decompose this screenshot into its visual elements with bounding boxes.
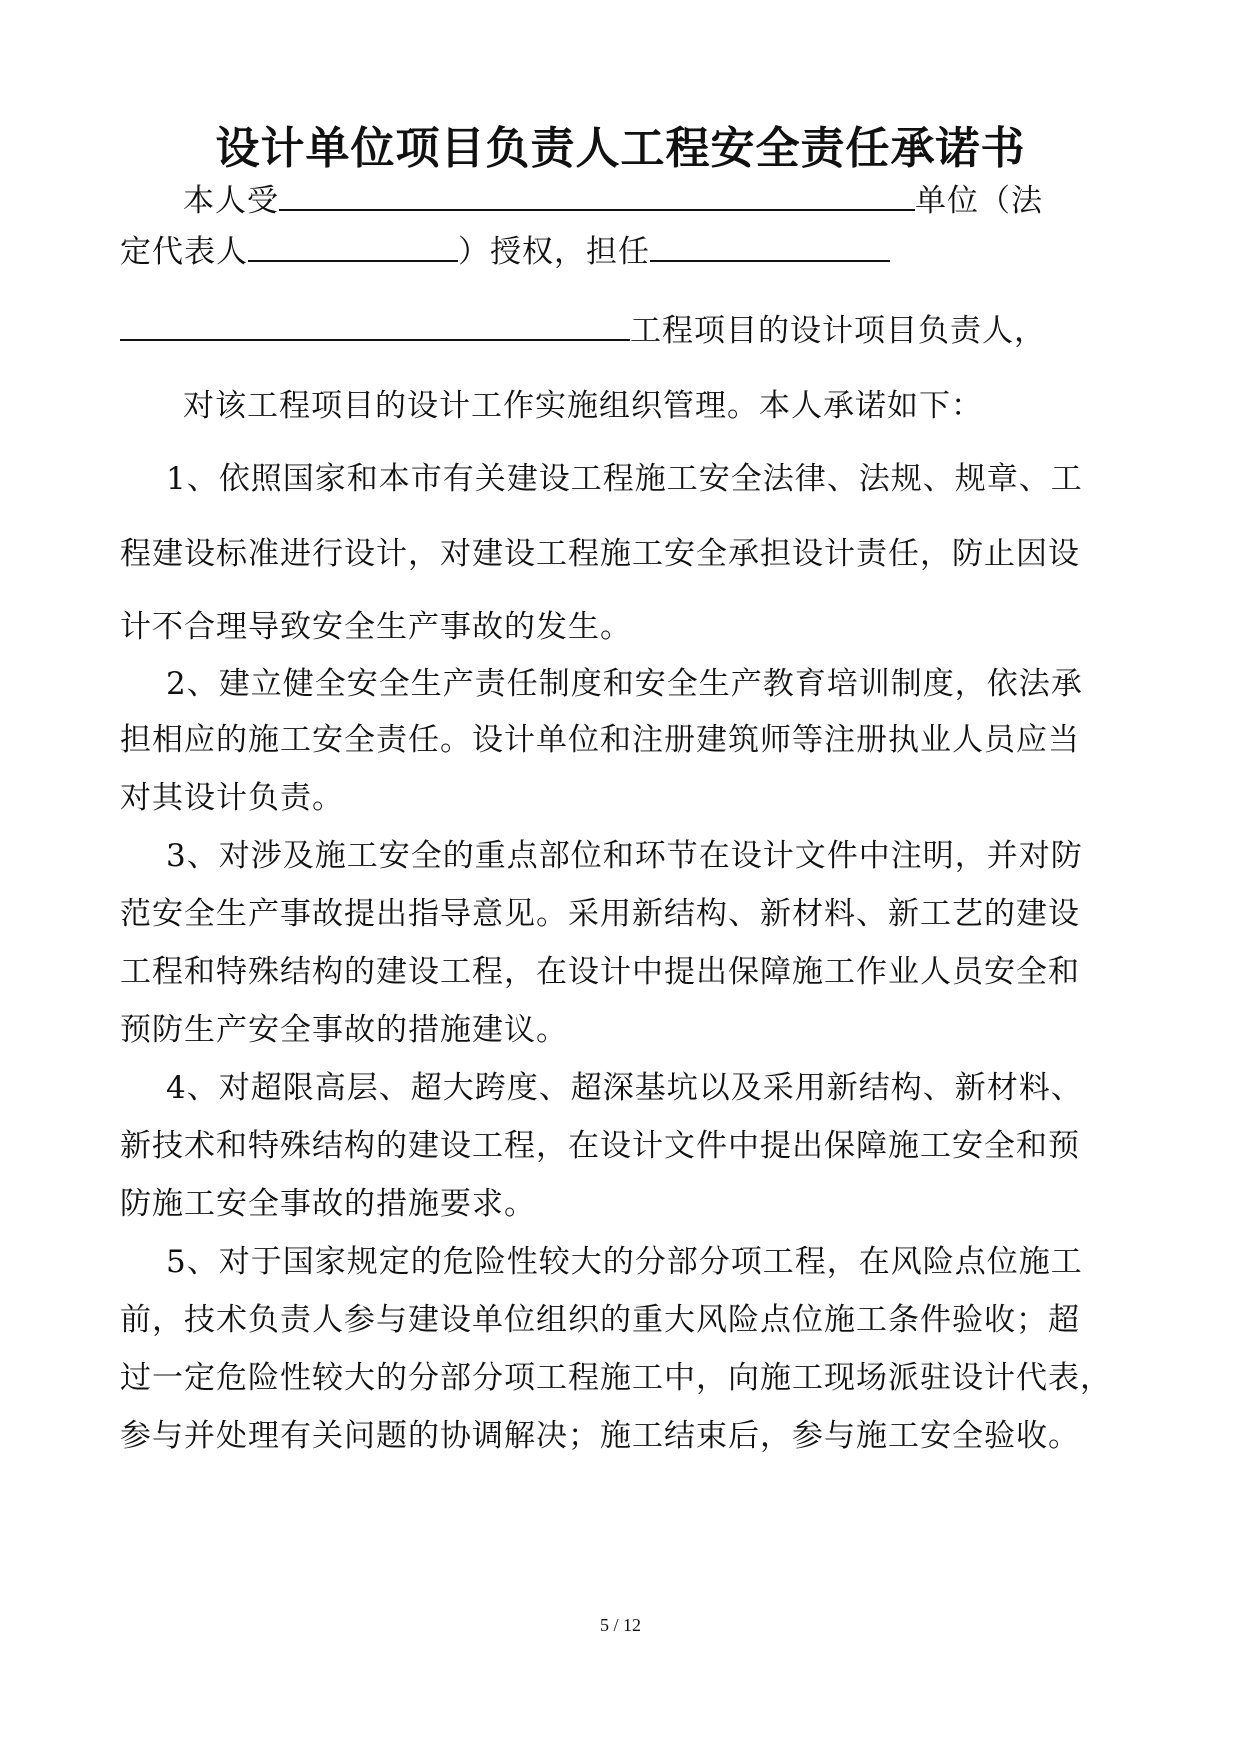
document-title: 设计单位项目负责人工程安全责任承诺书 (215, 123, 1026, 174)
project-role-text: 工程项目的设计项目负责人， (630, 313, 1046, 349)
intro-line-2 (120, 226, 1130, 271)
clause-1-line-1: 1、依照国家和本市有关建设工程施工安全法律、法规、规章、工 (166, 461, 1083, 497)
clause-5-line-1: 5、对于国家规定的危险性较大的分部分项工程，在风险点位施工 (166, 1244, 1083, 1280)
legal-rep-label: 定代表人 (120, 234, 248, 270)
clause-4-line-2: 新技术和特殊结构的建设工程，在设计文件中提出保障施工安全和预 (120, 1128, 1080, 1164)
legal-rep-blank[interactable] (248, 232, 458, 262)
clause-2-line-1: 2、建立健全安全生产责任制度和安全生产教育培训制度，依法承 (166, 666, 1083, 702)
clause-5-line-4: 参与并处理有关问题的协调解决；施工结束后，参与施工安全验收。 (120, 1418, 1080, 1454)
authorization-text: ）授权，担任 (458, 234, 650, 270)
intro-prefix: 本人受 (183, 183, 279, 219)
clause-4-line-1: 4、对超限高层、超大跨度、超深基坑以及采用新结构、新材料、 (166, 1070, 1083, 1106)
clause-3-line-2: 范安全生产事故提出指导意见。采用新结构、新材料、新工艺的建设 (120, 896, 1080, 932)
position-blank[interactable] (650, 232, 890, 262)
clause-5-line-2: 前，技术负责人参与建设单位组织的重大风险点位施工条件验收；超 (120, 1302, 1080, 1338)
clause-2-line-2: 担相应的施工安全责任。设计单位和注册建筑师等注册执业人员应当 (120, 722, 1080, 758)
unit-name-blank[interactable] (279, 181, 915, 211)
clause-3-line-1: 3、对涉及施工安全的重点部位和环节在设计文件中注明，并对防 (166, 838, 1083, 874)
clause-3-line-3: 工程和特殊结构的建设工程，在设计中提出保障施工作业人员安全和 (120, 954, 1080, 990)
project-name-blank[interactable] (120, 311, 630, 341)
clause-1-line-2: 程建设标准进行设计，对建设工程施工安全承担设计责任，防止因设 (120, 536, 1080, 572)
clause-3-line-4: 预防生产安全事故的措施建议。 (120, 1012, 568, 1048)
intro-line-4: 对该工程项目的设计工作实施组织管理。本人承诺如下： (183, 388, 983, 424)
intro-line-3 (120, 305, 1130, 350)
page-number: 5 / 12 (599, 1615, 641, 1635)
clause-1-line-3: 计不合理导致安全生产事故的发生。 (120, 609, 632, 645)
clause-5-line-3: 过一定危险性较大的分部分项工程施工中，向施工现场派驻设计代表， (120, 1360, 1112, 1396)
clause-2-line-3: 对其设计负责。 (120, 780, 344, 816)
intro-line-1 (183, 175, 1193, 220)
intro-suffix: 单位（法 (915, 183, 1043, 219)
clause-4-line-3: 防施工安全事故的措施要求。 (120, 1186, 536, 1222)
